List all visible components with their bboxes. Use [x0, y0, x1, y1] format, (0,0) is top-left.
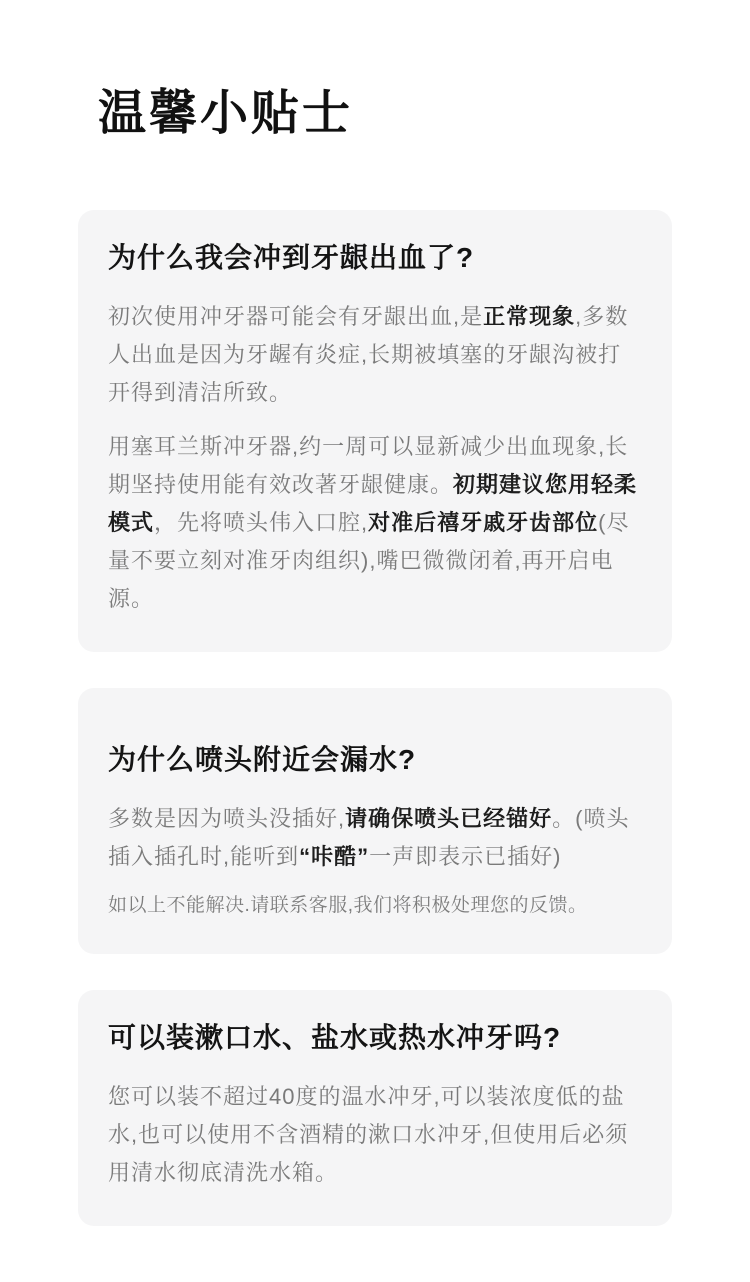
- faq-question: 可以装漱口水、盐水或热水冲牙吗?: [108, 1022, 562, 1053]
- answer-text: ，先将喷头伟入口腔,: [154, 510, 369, 535]
- faq-question: 为什么我会冲到牙龈出血了?: [108, 242, 475, 273]
- faq-note: 如以上不能解决.请联系客服,我们将积极处理您的反馈。: [108, 895, 588, 916]
- answer-emphasis-text: 正常现象: [483, 304, 576, 329]
- page-title: 温馨小贴士: [98, 87, 354, 140]
- answer-text: 初次使用冲牙器可能会有牙龈出血,是: [108, 304, 484, 329]
- faq-answer-paragraph: [108, 800, 642, 876]
- faq-answer-paragraph: [108, 298, 642, 412]
- faq-answer-paragraph: [108, 428, 642, 618]
- faq-card: [78, 210, 672, 652]
- answer-text: 用塞耳兰斯冲牙器,约一周可以显新减少出血现象,长期坚持使用能有效改著牙龈健康。: [108, 434, 629, 497]
- answer-text: (尽量不要立刻对准牙肉组织),嘴巴微微闭着,再开启电源。: [108, 510, 630, 611]
- answer-emphasis-text: “咔酷”: [299, 844, 370, 869]
- faq-card: [78, 990, 672, 1226]
- faq-card: [78, 688, 672, 954]
- faq-answer-paragraph: [108, 1078, 642, 1192]
- answer-emphasis-text: 对准后禧牙戚牙齿部位: [368, 510, 599, 535]
- answer-emphasis-text: 请确保喷头已经锚好: [345, 806, 553, 831]
- faq-question: 为什么喷头附近会漏水?: [108, 744, 417, 775]
- answer-emphasis-text: 初期建议您用轻柔模式: [108, 472, 638, 535]
- answer-text: 。(喷头插入插孔时,能听到: [108, 806, 630, 869]
- answer-text: 多数是因为喷头没插好,: [108, 806, 346, 831]
- answer-text: 您可以装不超过40度的温水冲牙,可以装浓度低的盐水,也可以使用不含酒精的漱口水冲牙,但使用后必须用清水彻底清洗水箱。: [108, 1084, 629, 1185]
- answer-text: 一声即表示已插好): [369, 844, 562, 869]
- answer-text: ,多数人出血是因为牙龌有炎症,长期被填塞的牙龈沟被打开得到清洁所致。: [108, 304, 629, 405]
- faq-list: [78, 210, 672, 1226]
